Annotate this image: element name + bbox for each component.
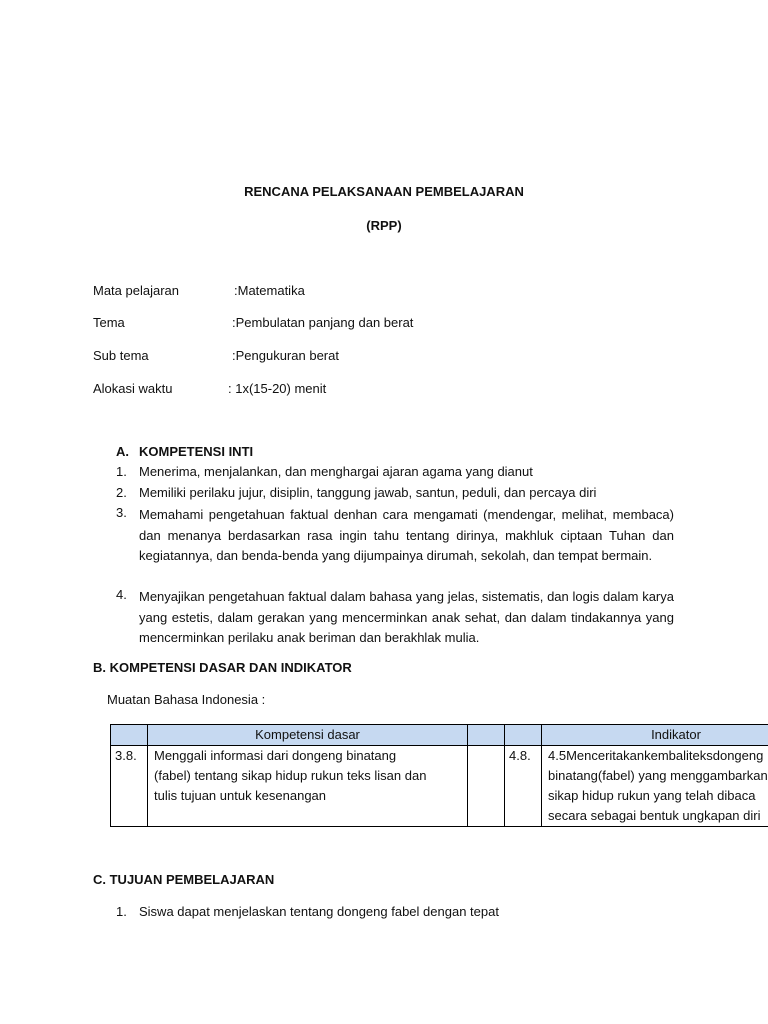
kd-line: tulis tujuan untuk kesenangan [154, 788, 327, 803]
info-label-subtheme: Sub tema [93, 348, 149, 363]
list-item-number: 3. [116, 505, 127, 520]
section-b-subheading: Muatan Bahasa Indonesia : [107, 692, 266, 707]
table-header-indicator: Indikator [542, 725, 768, 746]
list-item-text: Menyajikan pengetahuan faktual dalam bahasa yang jelas, sistematis, dan logis dalam karya yang estetis, dalam gerakan yang mencerminkan anak sehat, dan dalam tindakannya yang mencerminkan perilaku anak beriman dan berakhlak mulia. [139, 589, 674, 645]
info-value-time: : 1x(15-20) menit [228, 381, 327, 396]
indicator-line: 4.5Menceritakankembaliteksdongeng [548, 748, 764, 763]
table-row [111, 746, 768, 827]
table-header-kd: Kompetensi dasar [148, 725, 468, 746]
document-title: RENCANA PELAKSANAAN PEMBELAJARAN [244, 184, 524, 199]
info-value-subtheme: :Pengukuran berat [232, 348, 339, 363]
info-label-theme: Tema [93, 315, 125, 330]
indicator-line: binatang(fabel) yang menggambarkan [548, 768, 768, 783]
info-label-time: Alokasi waktu [93, 381, 173, 396]
info-value-theme: :Pembulatan panjang dan berat [232, 315, 414, 330]
table-header-cell [505, 725, 542, 746]
document-subtitle: (RPP) [366, 218, 402, 233]
list-item-text: Menerima, menjalankan, dan menghargai ajaran agama yang dianut [139, 464, 533, 479]
list-item-text: Memahami pengetahuan faktual denhan cara mengamati (mendengar, melihat, membaca) dan menanya berdasarkan rasa ingin tahu tentang dirinya, makhluk ciptaan Tuhan dan kegiatannya, dan benda-benda yang dijumpainya dirumah, sekolah, dan tempat bermain. [139, 507, 674, 563]
info-label-subject: Mata pelajaran [93, 283, 179, 298]
indicator-line: sikap hidup rukun yang telah dibaca [548, 788, 756, 803]
indicator-line: secara sebagai bentuk ungkapan diri [548, 808, 761, 823]
section-b-heading: B. KOMPETENSI DASAR DAN INDIKATOR [93, 660, 352, 675]
table-header-cell [111, 725, 148, 746]
table-header-cell [468, 725, 505, 746]
list-item-text: Memiliki perilaku jujur, disiplin, tanggung jawab, santun, peduli, dan percaya diri [139, 485, 597, 500]
indicator-text [542, 746, 768, 827]
competency-table [110, 724, 768, 827]
list-item-number: 1. [116, 464, 127, 479]
section-c-heading: C. TUJUAN PEMBELAJARAN [93, 872, 275, 887]
empty-cell [468, 746, 505, 827]
kd-line: (fabel) tentang sikap hidup rukun teks lisan dan [154, 768, 427, 783]
list-item-number: 1. [116, 904, 127, 919]
section-a-heading: KOMPETENSI INTI [139, 444, 254, 459]
list-item-number: 4. [116, 587, 127, 602]
kd-number: 3.8. [111, 746, 148, 827]
kd-text [148, 746, 468, 827]
indicator-number: 4.8. [505, 746, 542, 827]
kd-line: Menggali informasi dari dongeng binatang [154, 748, 397, 763]
section-a-marker: A. [116, 444, 129, 459]
list-item-text: Siswa dapat menjelaskan tentang dongeng fabel dengan tepat [139, 904, 499, 919]
list-item-number: 2. [116, 485, 127, 500]
info-value-subject: :Matematika [234, 283, 305, 298]
table-header-row [111, 725, 768, 746]
